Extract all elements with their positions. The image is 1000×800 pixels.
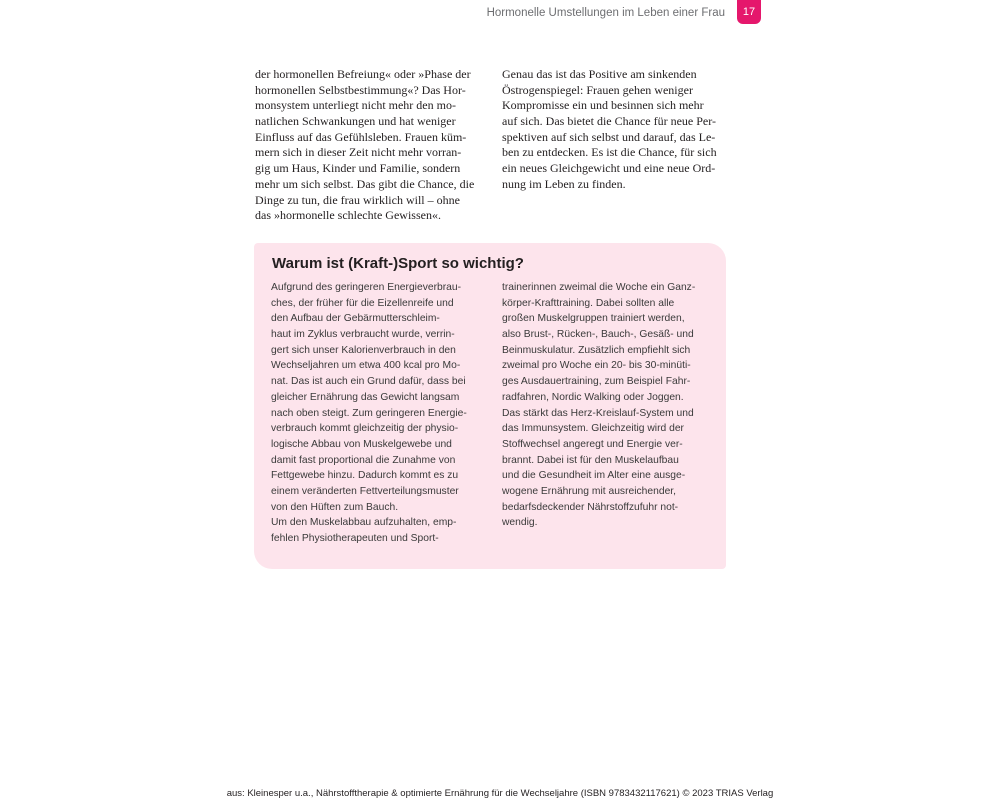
info-box-column-left — [271, 280, 491, 547]
text-line: zweimal pro Woche ein 20- bis 30-minüti- — [502, 360, 691, 372]
text-line: radfahren, Nordic Walking oder Joggen. — [502, 391, 684, 403]
info-box-title: Warum ist (Kraft-)Sport so wichtig? — [272, 255, 524, 272]
text-line: monsystem unterliegt nicht mehr den mo- — [255, 98, 456, 113]
page-number-badge: 17 — [737, 0, 761, 24]
text-line: Stoffwechsel angeregt und Energie ver- — [502, 438, 683, 450]
text-line: von den Hüften zum Bauch. — [271, 501, 399, 513]
text-line: auf sich. Das bietet die Chance für neue Per- — [502, 114, 717, 129]
text-line: Wechseljahren um etwa 400 kcal pro Mo- — [271, 360, 461, 372]
text-line: der hormonellen Befreiung« oder »Phase der — [255, 67, 471, 81]
text-line: und die Gesundheit im Alter eine ausge- — [502, 470, 686, 482]
text-line: gleicher Ernährung das Gewicht langsam — [271, 391, 460, 403]
text-line: spektiven auf sich selbst und darauf, das Le- — [502, 129, 716, 144]
text-line: großen Muskelgruppen trainiert werden, — [502, 313, 685, 325]
text-line: brannt. Dabei ist für den Muskelaufbau — [502, 454, 679, 466]
info-box-sport — [254, 243, 726, 569]
text-line: körper-Krafttraining. Dabei sollten alle — [502, 297, 675, 309]
text-line: einem veränderten Fettverteilungsmuster — [271, 485, 459, 497]
text-line: Beinmuskulatur. Zusätzlich empfiehlt sich — [502, 344, 691, 356]
text-line: mern sich in dieser Zeit nicht mehr vorran- — [255, 145, 462, 160]
text-line: bedarfsdeckender Nährstoffzufuhr not- — [502, 501, 679, 513]
text-line: nat. Das ist auch ein Grund dafür, dass bei — [271, 376, 466, 388]
text-line: Aufgrund des geringeren Energieverbrau- — [271, 282, 462, 293]
footer-citation: aus: Kleinesper u.a., Nährstofftherapie & optimierte Ernährung für die Wechseljahre (ISBN 9783432117621) © 2023 TRIAS Verlag — [226, 788, 774, 799]
text-line: nung im Leben zu finden. — [502, 176, 626, 191]
body-column-right — [502, 67, 738, 193]
running-header-title: Hormonelle Umstellungen im Leben einer Frau — [486, 7, 725, 19]
text-line: Um den Muskelabbau aufzuhalten, emp- — [271, 517, 457, 529]
text-line: Fettgewebe hinzu. Dadurch kommt es zu — [271, 470, 459, 482]
text-line: verbrauch kommt gleichzeitig der physio- — [271, 423, 459, 435]
text-line: wendig. — [502, 517, 538, 529]
text-line: ches, der früher für die Eizellenreife und — [271, 297, 454, 309]
text-line: damit fast proportional die Zunahme von — [271, 454, 456, 466]
text-line: ben zu entdecken. Es ist die Chance, für sich — [502, 145, 717, 160]
text-line: Das stärkt das Herz-Kreislauf-System und — [502, 407, 694, 419]
text-line: trainerinnen zweimal die Woche ein Ganz- — [502, 282, 696, 293]
body-column-left — [255, 67, 491, 224]
text-line: also Brust-, Rücken-, Bauch-, Gesäß- und — [502, 329, 694, 341]
text-line: Kompromisse ein und besinnen sich mehr — [502, 98, 704, 113]
text-line: ges Ausdauertraining, zum Beispiel Fahr- — [502, 376, 691, 388]
text-line: das Immunsystem. Gleichzeitig wird der — [502, 423, 684, 435]
text-line: Genau das ist das Positive am sinkenden — [502, 67, 697, 81]
text-line: logische Abbau von Muskelgewebe und — [271, 438, 452, 450]
text-line: gert sich unser Kalorienverbrauch in den — [271, 344, 456, 356]
text-line: mehr um sich selbst. Das gibt die Chance, die — [255, 176, 475, 191]
text-line: den Aufbau der Gebärmutterschleim- — [271, 313, 440, 325]
info-box-column-right — [502, 280, 722, 531]
text-line: nach oben steigt. Zum geringeren Energie- — [271, 407, 467, 419]
text-line: hormonellen Selbstbestimmung«? Das Hor- — [255, 82, 466, 97]
text-line: ein neues Gleichgewicht und eine neue Ord- — [502, 161, 716, 176]
text-line: das »hormonelle schlechte Gewissen«. — [255, 208, 441, 223]
text-line: gig um Haus, Kinder und Familie, sondern — [255, 161, 461, 176]
text-line: Dinge zu tun, die frau wirklich will – ohne — [255, 192, 460, 207]
text-line: fehlen Physiotherapeuten und Sport- — [271, 533, 439, 544]
text-line: Einfluss auf das Gefühlsleben. Frauen küm- — [255, 129, 467, 144]
text-line: Östrogenspiegel: Frauen gehen weniger — [502, 82, 693, 97]
text-line: natlichen Schwankungen und hat weniger — [255, 114, 456, 129]
text-line: wogene Ernährung mit ausreichender, — [502, 485, 677, 497]
text-line: haut im Zyklus verbraucht wurde, verrin- — [271, 329, 455, 341]
